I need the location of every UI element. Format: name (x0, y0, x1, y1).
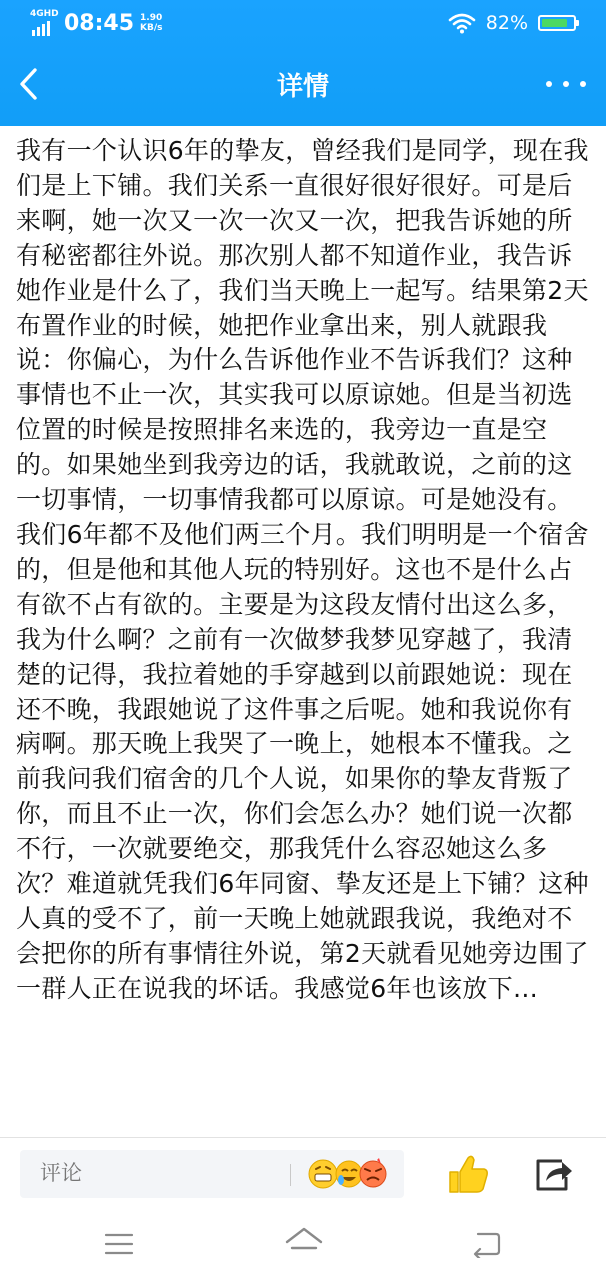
nav-bar (0, 44, 606, 126)
header-area (0, 0, 606, 126)
menu-icon (104, 1232, 134, 1256)
comment-separator (290, 1164, 291, 1186)
more-dot (546, 81, 552, 87)
signal-icon (30, 10, 58, 36)
more-dot (580, 81, 586, 87)
network-type: 4GHD (30, 9, 59, 19)
home-button[interactable] (284, 1226, 324, 1260)
menu-button[interactable] (104, 1232, 134, 1256)
status-time: 08:45 (64, 10, 135, 36)
status-left (30, 8, 163, 38)
wifi-icon (448, 12, 476, 34)
divider (0, 1137, 606, 1138)
speed-value: 1.90 (140, 13, 163, 23)
share-icon (532, 1155, 576, 1195)
page-title: 详情 (276, 72, 329, 102)
comment-bar[interactable] (20, 1150, 404, 1198)
emoji-reactions-button[interactable] (305, 1156, 395, 1192)
status-right (448, 8, 576, 38)
post-body: 我有一个认识6年的挚友，曾经我们是同学，现在我们是上下铺。我们关系一直很好很好很好。可是后来啊，她一次又一次一次又一次，把我告诉她的所有秘密都往外说。那次别人都不知道作业，我告诉她作业是什么了，我们当天晚上一起写。结果第2天布置作业的时候，她把作业拿出来，别人就跟我说：你偏心，为什么告诉他作业不告诉我们？这种事情也不止一次，其实我可以原谅她。但是当初选位置的时候是按照排名来选的，我旁边一直是空的。如果她坐到我旁边的话，我就敢说，之前的这一切事情，一切事情我都可以原谅。可是她没有。我们6年都不及他们两三个月。我们明明是一个宿舍的，但是他和其他人玩的特别好。这也不是什么占有欲不占有欲的。主要是为这段友情付出这么多，我为什么啊？之前有一次做梦我梦见穿越了，我清楚的记得，我拉着她的手穿越到以前跟她说：现在还不晚，我跟她说了这件事之后呢。她和我说你有病啊。那天晚上我哭了一晚上，她根本不懂我。之前我问我们宿舍的几个人说，如果你的挚友背叛了你，而且不止一次，你们会怎么办？她们说一次都不行，一次就要绝交，那我凭什么容忍她这么多次？难道就凭我们6年同窗、挚友还是上下铺？这种人真的受不了，前一天晚上她就跟我说，我绝对不会把你的所有事情往外说，第2天就看见她旁边围了一群人正在说我的坏话。我感觉6年也该放下… (16, 136, 589, 1003)
network-speed (140, 13, 162, 33)
speed-unit: KB/s (140, 23, 163, 33)
system-nav-bar (0, 1210, 606, 1280)
back-icon (470, 1230, 502, 1258)
battery-percent: 82% (485, 12, 528, 34)
share-button[interactable] (532, 1155, 576, 1195)
system-back-button[interactable] (470, 1230, 502, 1258)
comment-input[interactable] (38, 1160, 282, 1186)
more-button[interactable] (546, 74, 586, 94)
home-icon (284, 1226, 324, 1260)
thumbs-up-icon (446, 1152, 490, 1196)
status-bar (0, 0, 606, 44)
battery-icon (538, 15, 576, 31)
more-dot (563, 81, 569, 87)
emoji-reactions-icon (305, 1156, 395, 1192)
like-button[interactable] (446, 1152, 490, 1196)
